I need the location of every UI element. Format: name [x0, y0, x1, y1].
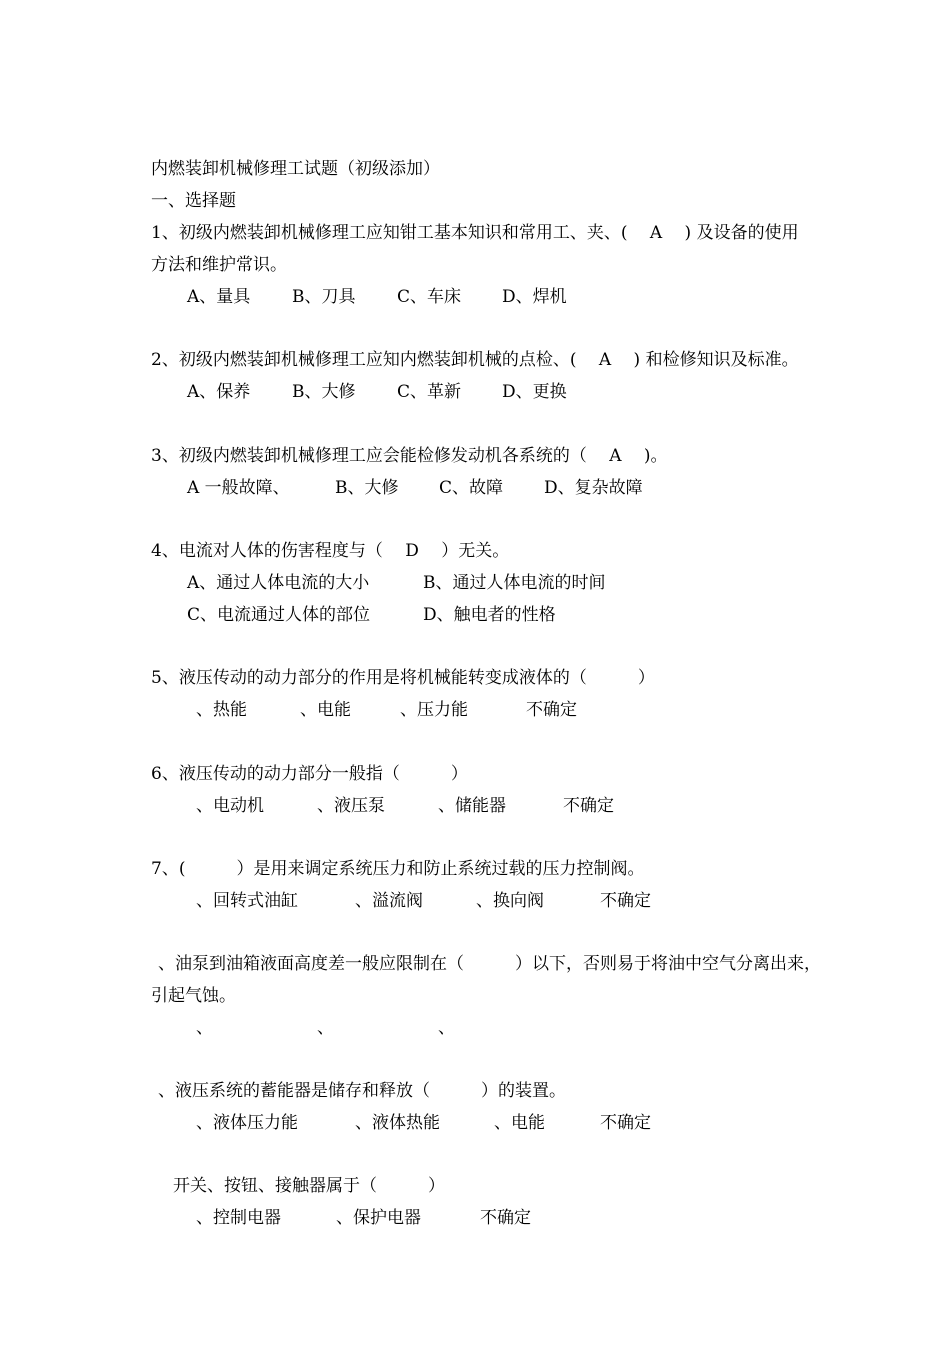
question-6-option-b: 、液压泵	[317, 796, 385, 816]
question-3-option-a: A 一般故障、	[187, 478, 290, 498]
question-8-option-a: 、	[196, 1018, 213, 1038]
question-5-line-1: 5、液压传动的动力部分的作用是将机械能转变成液体的（ ）	[151, 668, 655, 688]
question-4-option-d: D、触电者的性格	[423, 605, 556, 625]
question-1-option-b: B、刀具	[292, 287, 356, 307]
question-3-option-c: C、故障	[439, 478, 504, 498]
question-8-option-c: 、	[438, 1018, 455, 1038]
question-9-line-1: 、液压系统的蓄能器是储存和释放（ ）的装置。	[158, 1081, 566, 1101]
question-10-line-1: 开关、按钮、接触器属于（ ）	[173, 1176, 445, 1196]
question-6-line-1: 6、液压传动的动力部分一般指（ ）	[151, 764, 468, 784]
question-10-option-b: 、保护电器	[336, 1208, 421, 1228]
question-5-option-c: 、压力能	[400, 700, 468, 720]
question-2-option-b: B、大修	[292, 382, 356, 402]
doc-title: 内燃装卸机械修理工试题（初级添加）	[151, 159, 440, 179]
question-9-option-d: 不确定	[600, 1113, 651, 1133]
question-7-option-c: 、换向阀	[476, 891, 544, 911]
question-9-option-a: 、液体压力能	[196, 1113, 298, 1133]
question-3-option-b: B、大修	[335, 478, 399, 498]
question-5-option-b: 、电能	[300, 700, 351, 720]
question-1-option-a: A、量具	[187, 287, 251, 307]
question-6-option-d: 不确定	[563, 796, 614, 816]
question-8-option-b: 、	[317, 1018, 334, 1038]
question-4-option-b: B、通过人体电流的时间	[423, 573, 606, 593]
question-3-option-d: D、复杂故障	[544, 478, 643, 498]
question-1-line-1: 1、初级内燃装卸机械修理工应知钳工基本知识和常用工、夹、( A ) 及设备的使用	[151, 223, 799, 243]
question-2-option-a: A、保养	[187, 382, 251, 402]
question-1-option-c: C、车床	[397, 287, 462, 307]
question-4-line-1: 4、电流对人体的伤害程度与（ D ）无关。	[151, 541, 510, 561]
question-7-option-a: 、回转式油缸	[196, 891, 298, 911]
question-8-line-2: 引起气蚀。	[151, 986, 236, 1006]
question-7-line-1: 7、( ）是用来调定系统压力和防止系统过载的压力控制阀。	[151, 859, 645, 879]
question-8-line-1: 、油泵到油箱液面高度差一般应限制在（ ）以下，否则易于将油中空气分离出来，	[158, 954, 821, 974]
question-7-option-b: 、溢流阀	[355, 891, 423, 911]
question-10-option-c: 不确定	[480, 1208, 531, 1228]
question-3-line-1: 3、初级内燃装卸机械修理工应会能检修发动机各系统的（ A )。	[151, 446, 668, 466]
question-1-option-d: D、焊机	[502, 287, 567, 307]
question-2-option-c: C、革新	[397, 382, 462, 402]
question-7-option-d: 不确定	[600, 891, 651, 911]
question-5-option-d: 不确定	[526, 700, 577, 720]
section-heading: 一、选择题	[151, 191, 236, 211]
question-6-option-a: 、电动机	[196, 796, 264, 816]
question-9-option-b: 、液体热能	[355, 1113, 440, 1133]
question-10-option-a: 、控制电器	[196, 1208, 281, 1228]
question-5-option-a: 、热能	[196, 700, 247, 720]
question-4-option-c: C、电流通过人体的部位	[187, 605, 371, 625]
question-4-option-a: A、通过人体电流的大小	[187, 573, 370, 593]
question-1-line-2: 方法和维护常识。	[151, 255, 287, 275]
question-2-line-1: 2、初级内燃装卸机械修理工应知内燃装卸机械的点检、( A ) 和检修知识及标准。	[151, 350, 799, 370]
question-9-option-c: 、电能	[494, 1113, 545, 1133]
question-6-option-c: 、储能器	[438, 796, 506, 816]
question-2-option-d: D、更换	[502, 382, 567, 402]
